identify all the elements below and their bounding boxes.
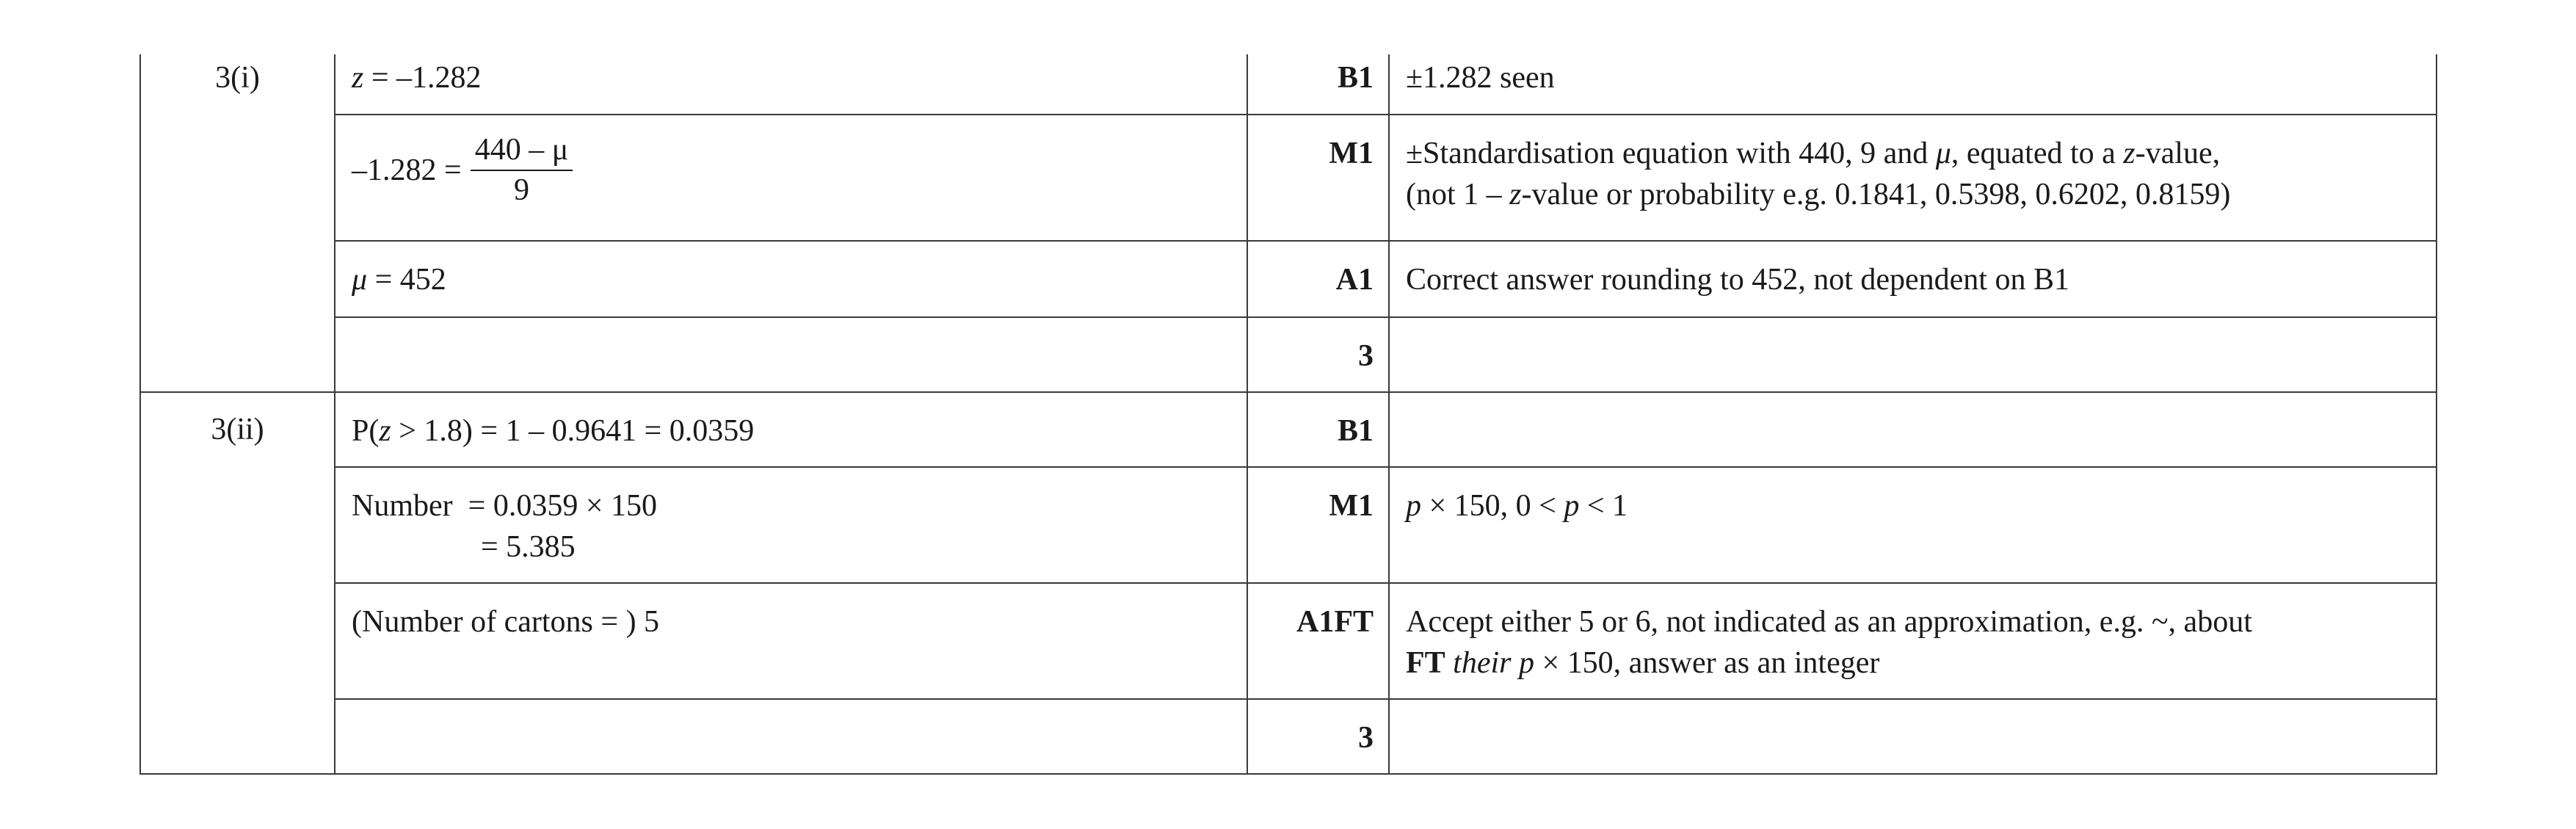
table-row <box>140 317 2437 392</box>
table-row <box>140 115 2437 241</box>
fraction-denominator: 9 <box>513 173 529 207</box>
answer-cell <box>335 317 1247 392</box>
table-row <box>140 699 2437 774</box>
guidance-cell <box>1389 583 2437 699</box>
answer-cell: P(z > 1.8) = 1 – 0.9641 = 0.0359 <box>335 392 1247 467</box>
working-line: = 5.385 <box>481 530 576 564</box>
mark-cell: M1 <box>1247 115 1389 241</box>
answer-cell <box>335 115 1247 241</box>
question-number: 3(ii) <box>140 392 335 774</box>
mark-cell: A1 <box>1247 241 1389 317</box>
table-row <box>140 54 2437 115</box>
fraction-numerator: 440 – μ <box>471 131 573 171</box>
guidance-cell: p × 150, 0 < p < 1 <box>1389 467 2437 583</box>
mark-cell: B1 <box>1247 392 1389 467</box>
guidance-cell: Correct answer rounding to 452, not dependent on B1 <box>1389 241 2437 317</box>
fraction <box>471 131 573 209</box>
mark-cell: A1FT <box>1247 583 1389 699</box>
table-row <box>140 392 2437 467</box>
guidance-line: Accept either 5 or 6, not indicated as an approximation, e.g. ~, about <box>1406 605 2252 639</box>
equation-lhs: –1.282 = <box>352 153 462 187</box>
guidance-cell <box>1389 699 2437 774</box>
guidance-line: FT their p × 150, answer as an integer <box>1406 646 1880 680</box>
mark-scheme-table <box>139 54 2437 775</box>
guidance-line: (not 1 – z-value or probability e.g. 0.1841, 0.5398, 0.6202, 0.8159) <box>1406 178 2231 211</box>
total-mark-cell: 3 <box>1247 317 1389 392</box>
answer-cell <box>335 241 1247 317</box>
answer-cell <box>335 467 1247 583</box>
mark-cell: B1 <box>1247 54 1389 115</box>
working-line: Number = 0.0359 × 150 <box>352 489 658 523</box>
guidance-cell <box>1389 317 2437 392</box>
question-number: 3(i) <box>140 54 335 392</box>
table-row <box>140 241 2437 317</box>
answer-variable: μ <box>352 263 368 297</box>
table-row <box>140 583 2437 699</box>
total-mark-cell: 3 <box>1247 699 1389 774</box>
answer-cell <box>335 699 1247 774</box>
answer-text: = –1.282 <box>363 61 482 95</box>
table-row <box>140 467 2437 583</box>
guidance-cell <box>1389 115 2437 241</box>
guidance-cell <box>1389 392 2437 467</box>
answer-variable: z <box>352 61 364 95</box>
mark-cell: M1 <box>1247 467 1389 583</box>
guidance-line: ±Standardisation equation with 440, 9 and μ, equated to a z-value, <box>1406 137 2221 170</box>
answer-text: = 452 <box>367 263 446 297</box>
answer-cell <box>335 54 1247 115</box>
answer-cell: (Number of cartons = ) 5 <box>335 583 1247 699</box>
standardisation-equation <box>352 131 573 209</box>
guidance-cell: ±1.282 seen <box>1389 54 2437 115</box>
